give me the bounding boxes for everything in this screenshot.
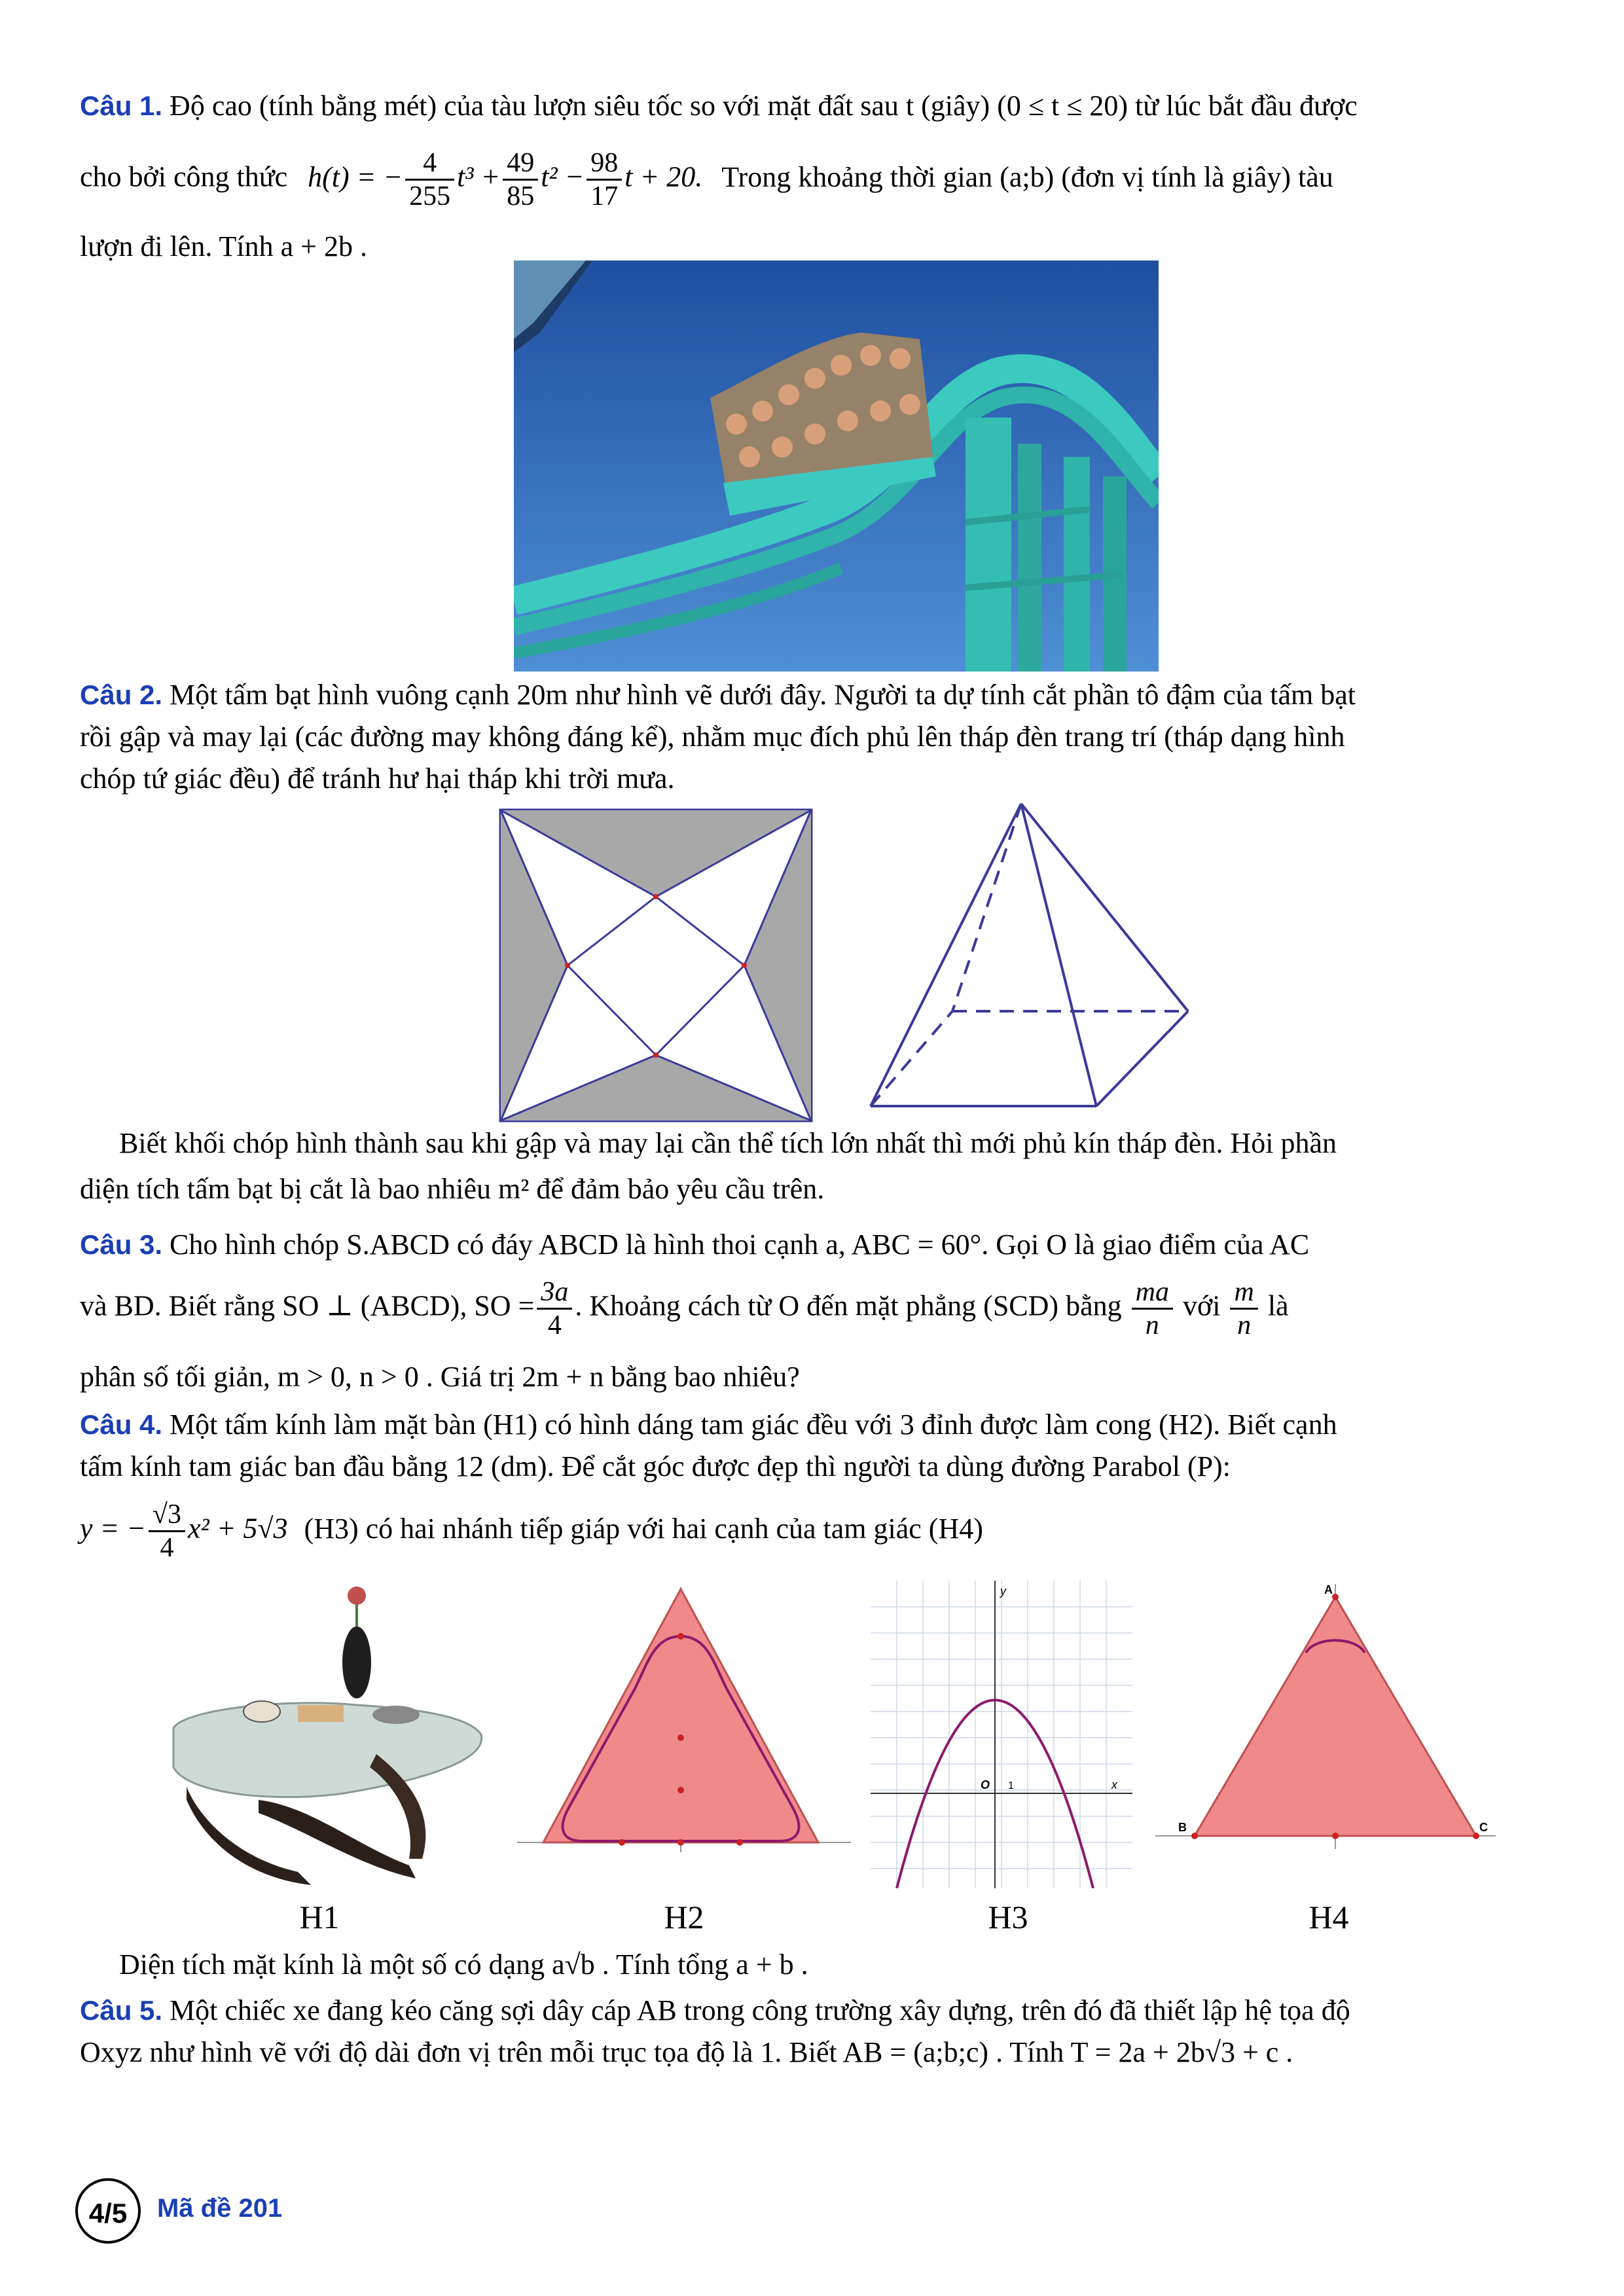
q3-line3: phân số tối giản, m > 0, n > 0 . Giá trị 2m + n bằng bao nhiêu? <box>80 1361 800 1393</box>
q1-line3: lượn đi lên. Tính a + 2b . <box>80 230 367 262</box>
q2-label: Câu 2. <box>80 679 163 710</box>
q4-frac: $\frac{√3}{4}$ <box>149 1499 185 1564</box>
q3-text-2a: và BD. Biết rằng SO ⊥ (ABCD), SO = <box>80 1289 535 1322</box>
h4-triangle-figure <box>1155 1581 1496 1888</box>
q4-line4: Diện tích mặt kính là một số có dạng a√b . Tính tổng a + b . <box>119 1948 808 1981</box>
caption-h3: H3 <box>988 1899 1028 1935</box>
q3-text-2b: . Khoảng cách từ O đến mặt phẳng (SCD) bằng <box>575 1289 1122 1322</box>
q1-line1 <box>80 85 1553 127</box>
caption-h4: H4 <box>1308 1899 1349 1935</box>
h3-y-label: y <box>1000 1585 1006 1598</box>
q4-formula-lhs: y = − <box>80 1512 146 1545</box>
q1-line2 <box>80 147 1553 212</box>
caption-h2: H2 <box>664 1899 704 1935</box>
q2-line5: diện tích tấm bạt bị cắt là bao nhiêu m² để đảm bảo yêu cầu trên. <box>80 1173 825 1205</box>
q3-text-1: Cho hình chóp S.ABCD có đáy ABCD là hình thoi cạnh a, ABC = 60°. Gọi O là giao điểm của AC <box>170 1229 1310 1261</box>
q2-line3: chóp tứ giác đều) để tránh hư hại tháp khi trời mưa. <box>80 762 675 795</box>
q2-line4: Biết khối chóp hình thành sau khi gập và may lại cần thể tích lớn nhất thì mới phủ kín tháp đèn. Hỏi phần <box>119 1127 1337 1159</box>
q5-line2: Oxyz như hình vẽ với độ dài đơn vị trên mỗi trục tọa độ là 1. Biết AB = (a;b;c) . Tính T = 2a + 2b√3 + c . <box>80 2036 1293 2068</box>
page-number-badge: 4/5 <box>75 2178 141 2244</box>
q1-frac-3: $\frac{98}{17}$ <box>586 147 622 212</box>
q3-with: với <box>1182 1289 1221 1322</box>
q1-text-2b: Trong khoảng thời gian (a;b) (đơn vị tính là giây) tàu <box>721 160 1333 193</box>
q3-frac-ma-n: $\frac{ma}{n}$ <box>1132 1276 1173 1341</box>
q4-line3 <box>80 1499 1553 1564</box>
exam-code: Mã đề 201 <box>157 2194 283 2223</box>
q4-line1 <box>80 1404 1553 1446</box>
h3-parabola-figure <box>871 1581 1132 1888</box>
q3-line1 <box>80 1224 1553 1266</box>
h1-table-figure <box>160 1584 488 1892</box>
q2-text-1: Một tấm bạt hình vuông cạnh 20m như hình vẽ dưới đây. Người ta dự tính cắt phần tô đậm của tấm bạt <box>170 679 1356 711</box>
tarp-square-figure <box>499 808 813 1122</box>
q1-label: Câu 1. <box>80 90 163 121</box>
q2-line1 <box>80 674 1553 716</box>
q1-term-1: t³ + <box>457 160 501 193</box>
h3-origin-label: O <box>981 1778 990 1791</box>
q1-term-2: t² − <box>541 160 585 193</box>
q4-line2: tấm kính tam giác ban đầu bằng 12 (dm). Để cắt góc được đẹp thì người ta dùng đường Parabol (P): <box>80 1450 1231 1482</box>
h4-label-c: C <box>1479 1821 1488 1834</box>
q1-frac-1: $\frac{4}{255}$ <box>405 147 454 212</box>
roller-coaster-photo <box>514 260 1159 672</box>
q5-line1 <box>80 1990 1553 2032</box>
caption-h1: H1 <box>299 1899 340 1935</box>
q1-text-1: Độ cao (tính bằng mét) của tàu lượn siêu tốc so với mặt đất sau t (giây) (0 ≤ t ≤ 20) từ lúc bắt đầu được <box>170 90 1358 122</box>
q4-text-3: (H3) có hai nhánh tiếp giáp với hai cạnh của tam giác (H4) <box>304 1512 983 1545</box>
q4-formula-rhs: x² + 5√3 <box>187 1512 288 1545</box>
h3-x-label: x <box>1111 1778 1117 1791</box>
q3-label: Câu 3. <box>80 1229 163 1260</box>
pyramid-figure <box>864 798 1191 1126</box>
h3-one-label: 1 <box>1008 1780 1014 1791</box>
q4-text-1: Một tấm kính làm mặt bàn (H1) có hình dáng tam giác đều với 3 đỉnh được làm cong (H2). Biết cạnh <box>170 1408 1337 1441</box>
h4-label-b: B <box>1178 1821 1187 1834</box>
q3-frac-m-n: $\frac{m}{n}$ <box>1230 1276 1257 1341</box>
q3-is: là <box>1267 1289 1289 1322</box>
q2-line2: rồi gập và may lại (các đường may không đáng kể), nhằm mục đích phủ lên tháp đèn trang trí (tháp dạng hình <box>80 721 1345 753</box>
q1-term-3: t + 20. <box>624 160 703 193</box>
q3-frac-so: $\frac{3a}{4}$ <box>537 1276 572 1341</box>
q3-line2 <box>80 1276 1553 1341</box>
h2-triangle-figure <box>517 1584 851 1892</box>
q1-formula-lhs: h(t) = − <box>308 160 403 193</box>
q4-label: Câu 4. <box>80 1409 163 1440</box>
q5-text-1: Một chiếc xe đang kéo căng sợi dây cáp AB trong công trường xây dựng, trên đó đã thiết lập hệ tọa độ <box>170 1994 1350 2026</box>
q1-frac-2: $\frac{49}{85}$ <box>503 147 538 212</box>
h4-label-a: A <box>1324 1583 1333 1596</box>
q1-text-2a: cho bởi công thức <box>80 160 288 193</box>
q5-label: Câu 5. <box>80 1995 163 2026</box>
